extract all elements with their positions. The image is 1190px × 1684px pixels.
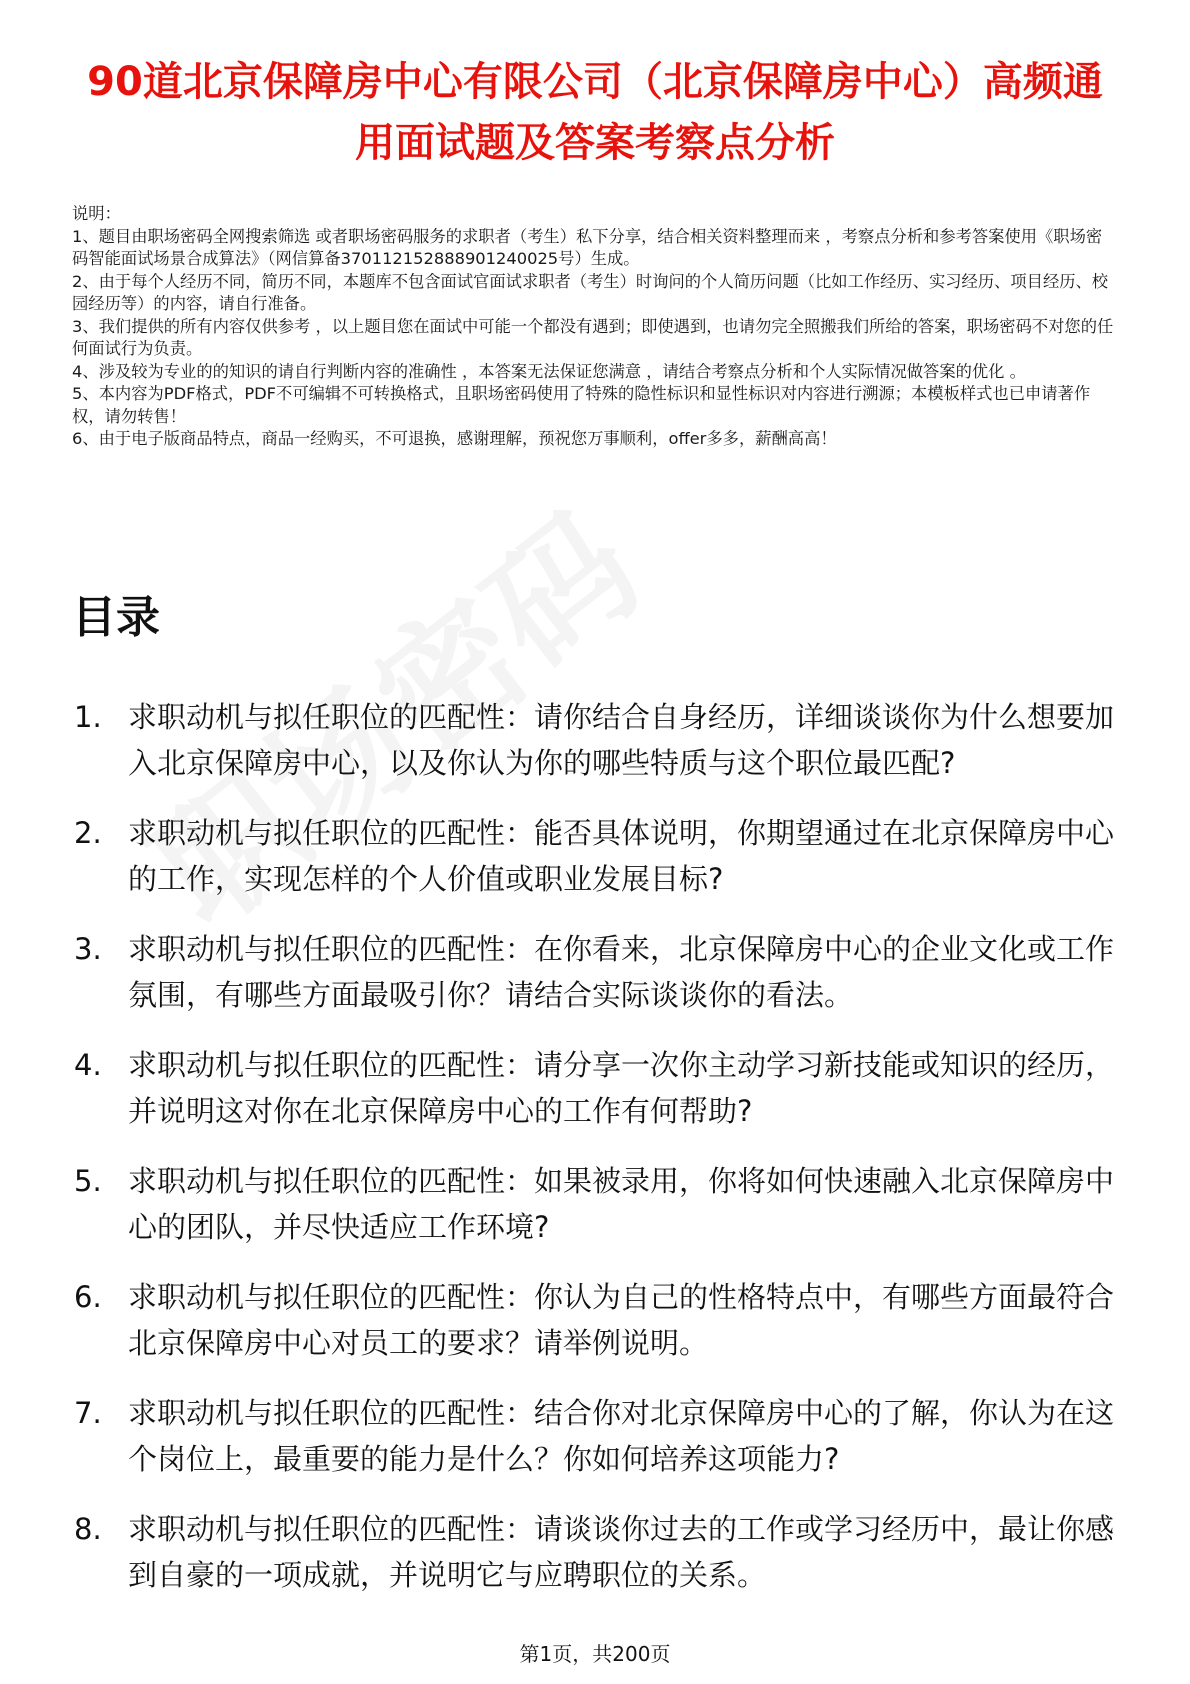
- toc-item[interactable]: [74, 926, 1124, 1018]
- document-title: 90道北京保障房中心有限公司（北京保障房中心）高频通用面试题及答案考察点分析: [87, 59, 1103, 166]
- toc-item-number: 2.: [74, 816, 102, 850]
- note-item: 5、本内容为PDF格式，PDF不可编辑不可转换格式，且职场密码使用了特殊的隐性标识和显性标识对内容进行溯源；本模板样式也已申请著作权，请勿转售！: [72, 384, 1091, 426]
- toc-item-text[interactable]: 求职动机与拟任职位的匹配性：请分享一次你主动学习新技能或知识的经历，并说明这对你在北京保障房中心的工作有何帮助?: [128, 1048, 1115, 1128]
- toc-item-number: 5.: [74, 1164, 102, 1198]
- toc-item-number: 4.: [74, 1048, 102, 1082]
- toc-item[interactable]: [74, 1158, 1124, 1250]
- toc-item[interactable]: [74, 1274, 1124, 1366]
- toc-item-number: 1.: [74, 700, 102, 734]
- toc-item-text[interactable]: 求职动机与拟任职位的匹配性：能否具体说明，你期望通过在北京保障房中心的工作，实现怎样的个人价值或职业发展目标?: [128, 816, 1115, 896]
- notes-section: [72, 203, 1118, 451]
- toc-item[interactable]: [74, 1042, 1124, 1134]
- toc-item-number: 8.: [74, 1512, 102, 1546]
- toc-item-number: 7.: [74, 1396, 102, 1430]
- toc-item-text[interactable]: 求职动机与拟任职位的匹配性：在你看来，北京保障房中心的企业文化或工作氛围，有哪些方面最吸引你？请结合实际谈谈你的看法。: [128, 932, 1115, 1012]
- toc-item[interactable]: [74, 1506, 1124, 1598]
- note-item: 6、由于电子版商品特点，商品一经购买，不可退换，感谢理解，预祝您万事顺利，offer多多，薪酬高高！: [72, 429, 837, 448]
- toc-item[interactable]: [74, 810, 1124, 902]
- toc-item-text[interactable]: 求职动机与拟任职位的匹配性：请你结合自身经历，详细谈谈你为什么想要加入北京保障房中心，以及你认为你的哪些特质与这个职位最匹配?: [128, 700, 1115, 780]
- toc-item[interactable]: [74, 1390, 1124, 1482]
- toc-item[interactable]: [74, 694, 1124, 786]
- note-item: 1、题目由职场密码全网搜索筛选 或者职场密码服务的求职者（考生）私下分享，结合相关资料整理而来 ，考察点分析和参考答案使用《职场密码智能面试场景合成算法》（网信算备370112152888901240025号）生成。: [72, 226, 1103, 268]
- notes-heading: 说明：: [72, 204, 121, 223]
- toc-item-text[interactable]: 求职动机与拟任职位的匹配性：请谈谈你过去的工作或学习经历中，最让你感到自豪的一项成就，并说明它与应聘职位的关系。: [128, 1512, 1115, 1592]
- toc-item-text[interactable]: 求职动机与拟任职位的匹配性：结合你对北京保障房中心的了解，你认为在这个岗位上，最重要的能力是什么？你如何培养这项能力?: [128, 1396, 1115, 1476]
- toc-item-text[interactable]: 求职动机与拟任职位的匹配性：你认为自己的性格特点中，有哪些方面最符合北京保障房中心对员工的要求？请举例说明。: [128, 1280, 1115, 1360]
- note-item: 2、由于每个人经历不同，简历不同，本题库不包含面试官面试求职者（考生）时询问的个人简历问题（比如工作经历、实习经历、项目经历、校园经历等）的内容，请自行准备。: [72, 271, 1109, 313]
- toc-item-number: 3.: [74, 932, 102, 966]
- toc-item-text[interactable]: 求职动机与拟任职位的匹配性：如果被录用，你将如何快速融入北京保障房中心的团队，并尽快适应工作环境?: [128, 1164, 1115, 1244]
- page-footer: 第1页，共200页: [519, 1642, 671, 1666]
- table-of-contents: [74, 694, 1124, 1622]
- toc-heading: 目录: [72, 592, 160, 643]
- note-item: 4、涉及较为专业的的知识的请自行判断内容的准确性 ，本答案无法保证您满意 ，请结合考察点分析和个人实际情况做答案的优化 。: [72, 361, 1026, 381]
- note-item: 3、我们提供的所有内容仅供参考 ，以上题目您在面试中可能一个都没有遇到；即使遇到，也请勿完全照搬我们所给的答案，职场密码不对您的任何面试行为负责。: [72, 316, 1114, 358]
- toc-item-number: 6.: [74, 1280, 102, 1314]
